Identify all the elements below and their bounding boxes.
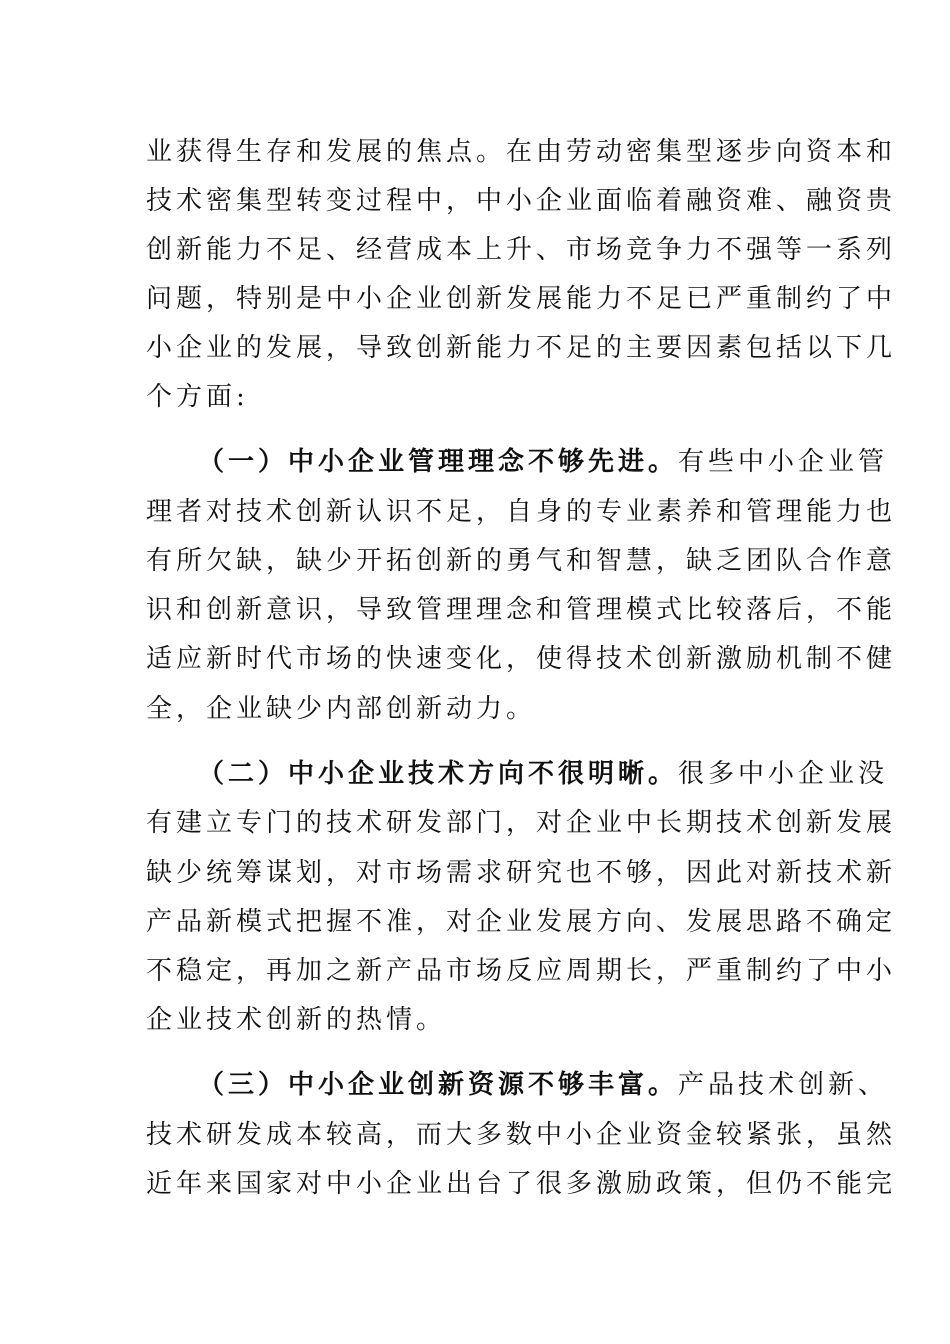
text-run: 问题，特别是中小企业创新发展能力不足已严重制约了中 — [146, 284, 897, 314]
section-heading: （一）中小企业管理理念不够先进。 — [198, 447, 679, 477]
text-run: 缺少统筹谋划，对市场需求研究也不够，因此对新技术新 — [146, 858, 897, 888]
text-line — [146, 945, 897, 997]
text-run: 技术密集型转变过程中，中小企业面临着融资难、融资贵 — [146, 186, 897, 216]
text-run: 个方面: — [146, 382, 249, 412]
text-line — [146, 633, 897, 685]
text-line — [146, 486, 897, 538]
text-run: 创新能力不足、经营成本上升、市场竞争力不强等一系列 — [146, 235, 897, 265]
text-line — [146, 175, 897, 227]
text-run: 不稳定，再加之新产品市场反应周期长，严重制约了中小 — [146, 956, 897, 986]
text-run: 适应新时代市场的快速变化，使得技术创新激励机制不健 — [146, 644, 897, 674]
text-line — [146, 126, 897, 178]
text-run: 有些中小企业管 — [678, 447, 889, 477]
text-line — [146, 683, 806, 735]
section-heading-line — [198, 1059, 889, 1111]
section-heading-line — [198, 748, 889, 800]
text-line — [146, 584, 897, 636]
text-line — [146, 322, 897, 374]
text-run: 理者对技术创新认识不足，自身的专业素养和管理能力也 — [146, 497, 897, 527]
text-run: 产品新模式把握不准，对企业发展方向、发展思路不确定 — [146, 907, 897, 937]
text-run: 近年来国家对中小企业出台了很多激励政策，但仍不能完 — [146, 1169, 897, 1199]
text-run: 产品技术创新、 — [678, 1070, 889, 1100]
text-line — [146, 1109, 897, 1161]
text-line — [146, 224, 897, 276]
section-heading: （二）中小企业技术方向不很明晰。 — [198, 759, 679, 789]
text-line — [146, 273, 897, 325]
text-run: 有所欠缺，缺少开拓创新的勇气和智慧，缺乏团队合作意 — [146, 546, 897, 576]
text-run: 业获得生存和发展的焦点。在由劳动密集型逐步向资本和 — [146, 137, 897, 167]
text-line — [146, 535, 897, 587]
text-line — [146, 797, 897, 849]
text-line — [146, 994, 806, 1046]
text-line — [146, 847, 897, 899]
text-run: 企业技术创新的热情。 — [146, 1005, 447, 1035]
text-line — [146, 896, 897, 948]
section-heading: （三）中小企业创新资源不够丰富。 — [198, 1070, 679, 1100]
text-run: 技术研发成本较高，而大多数中小企业资金较紧张，虽然 — [146, 1120, 897, 1150]
section-heading-line — [198, 436, 889, 488]
text-line — [146, 371, 806, 423]
text-run: 全，企业缺少内部创新动力。 — [146, 694, 537, 724]
text-line — [146, 1158, 897, 1210]
text-run: 识和创新意识，导致管理理念和管理模式比较落后，不能 — [146, 595, 897, 625]
text-run: 有建立专门的技术研发部门，对企业中长期技术创新发展 — [146, 808, 897, 838]
text-run: 很多中小企业没 — [678, 759, 889, 789]
text-run: 小企业的发展，导致创新能力不足的主要因素包括以下几 — [146, 333, 897, 363]
